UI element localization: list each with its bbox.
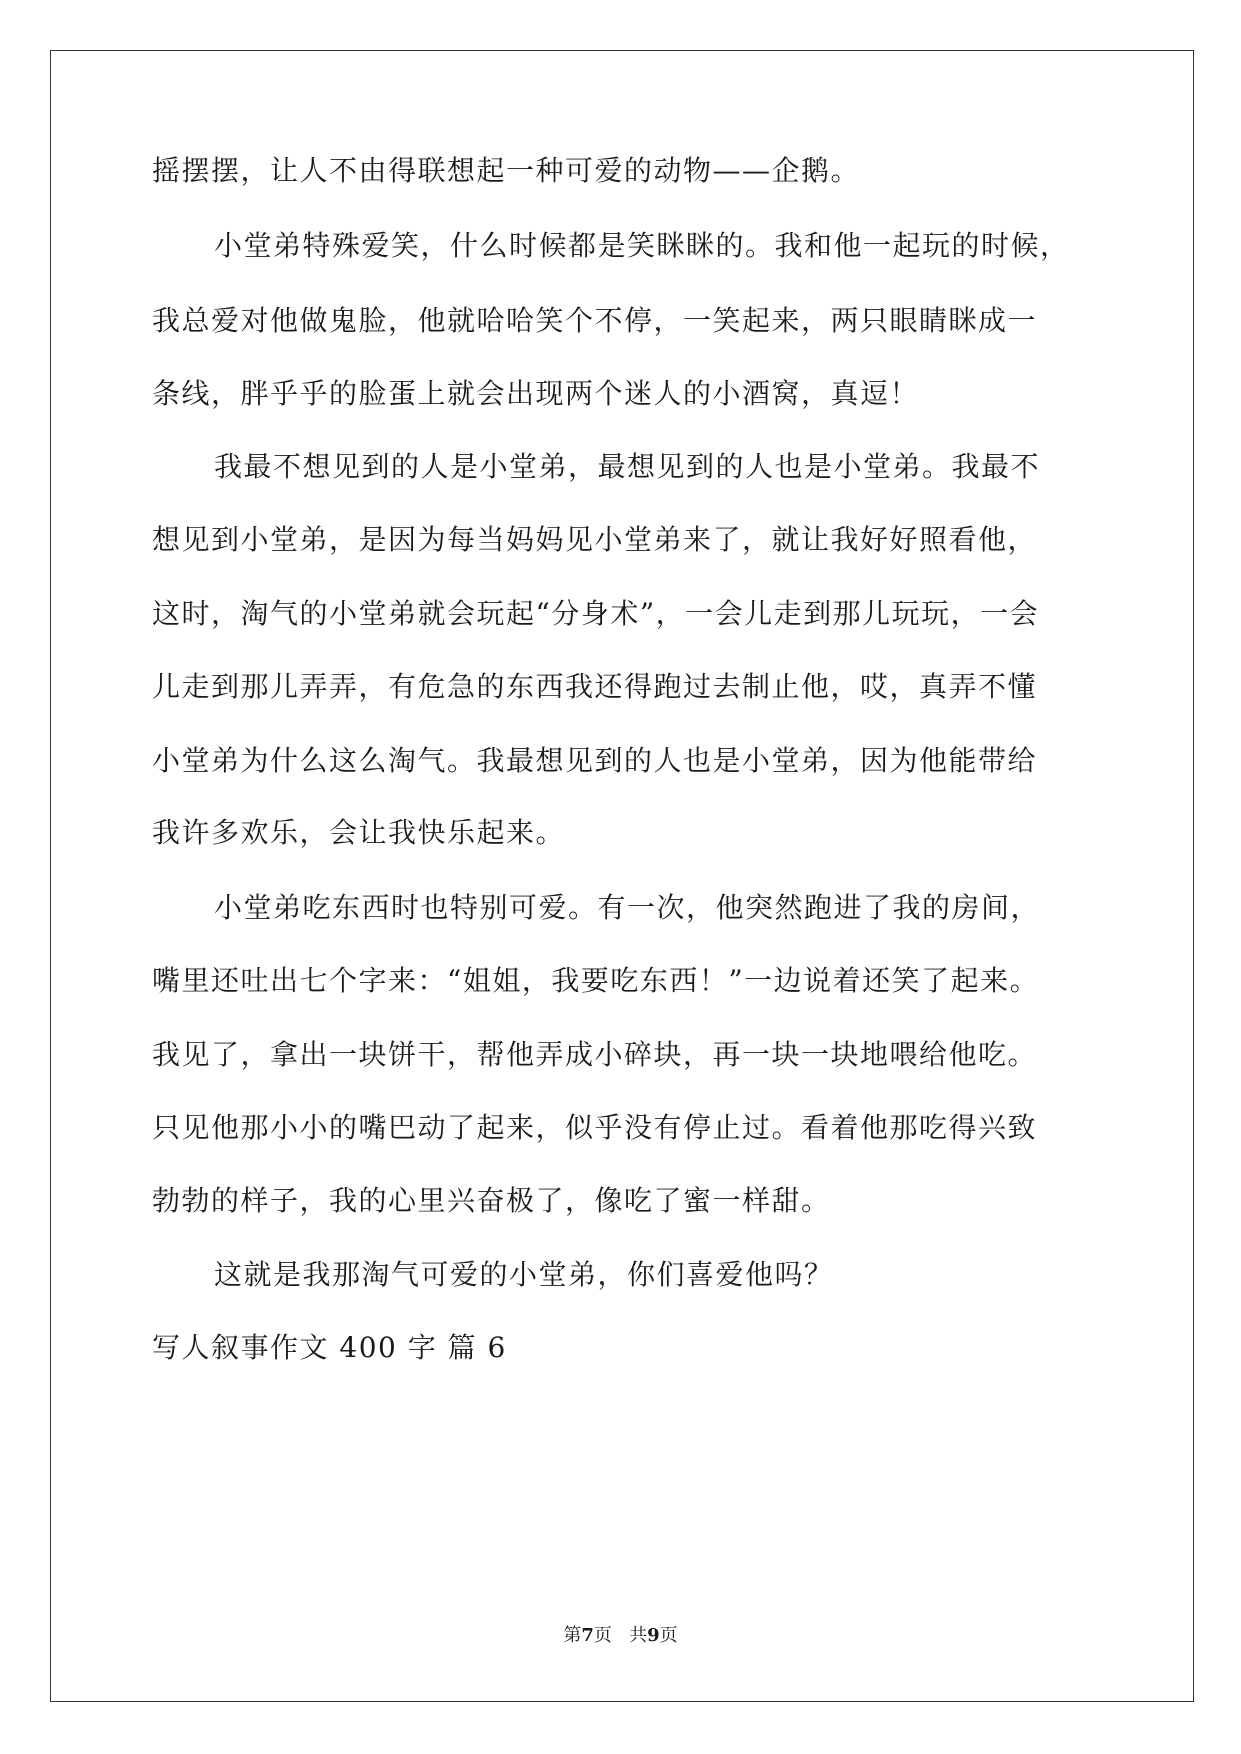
text-line: 只见他那小小的嘴巴动了起来，似乎没有停止过。看着他那吃得兴致 (152, 1111, 1038, 1144)
current-page-number: 7 (581, 1625, 594, 1646)
footer-page-label: 页 (593, 1625, 612, 1646)
footer-total-suffix: 页 (659, 1625, 678, 1646)
text-line: 这时，淘气的小堂弟就会玩起“分身术”，一会儿走到那儿玩玩，一会 (152, 597, 1040, 630)
text-line: 勃勃的样子，我的心里兴奋极了，像吃了蜜一样甜。 (152, 1184, 831, 1217)
text-line: 我见了，拿出一块饼干，帮他弄成小碎块，再一块一块地喂给他吃。 (152, 1038, 1038, 1071)
footer-total-prefix: 共 (629, 1625, 648, 1646)
text-line: 我最不想见到的人是小堂弟，最想见到的人也是小堂弟。我最不 (214, 450, 1041, 483)
text-line: 我许多欢乐，会让我快乐起来。 (152, 816, 566, 849)
text-line: 条线，胖乎乎的脸蛋上就会出现两个迷人的小酒窝，真逗！ (152, 377, 920, 410)
text-line: 这就是我那淘气可爱的小堂弟，你们喜爱他吗？ (214, 1258, 834, 1291)
text-line: 儿走到那儿弄弄，有危急的东西我还得跑过去制止他，哎，真弄不懂 (152, 670, 1038, 703)
page-footer (0, 1624, 1241, 1648)
text-line: 小堂弟为什么这么淘气。我最想见到的人也是小堂弟，因为他能带给 (152, 744, 1038, 777)
section-heading: 写人叙事作文 400 字 篇 6 (152, 1331, 507, 1364)
page-border (50, 50, 1194, 1702)
text-line: 嘴里还吐出七个字来：“姐姐，我要吃东西！”一边说着还笑了起来。 (152, 964, 1040, 997)
text-line: 摇摆摆，让人不由得联想起一种可爱的动物——企鹅。 (152, 154, 861, 187)
text-line: 小堂弟吃东西时也特别可爱。有一次，他突然跑进了我的房间， (214, 891, 1041, 924)
footer-prefix: 第 (563, 1625, 582, 1646)
text-line: 我总爱对他做鬼脸，他就哈哈笑个不停，一笑起来，两只眼睛眯成一 (152, 304, 1038, 337)
total-pages-number: 9 (647, 1625, 660, 1646)
text-line: 想见到小堂弟，是因为每当妈妈见小堂弟来了，就让我好好照看他， (152, 523, 1038, 556)
text-line: 小堂弟特殊爱笑，什么时候都是笑眯眯的。我和他一起玩的时候， (214, 229, 1070, 262)
